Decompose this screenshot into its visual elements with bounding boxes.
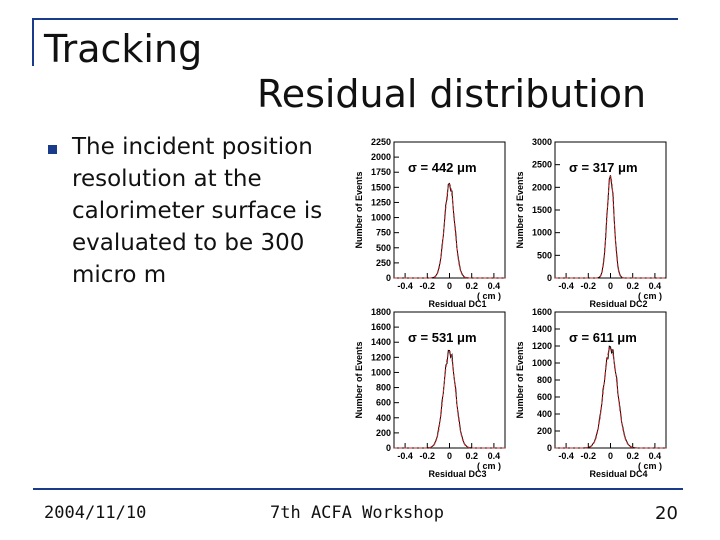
y-tick-label: 250 bbox=[375, 257, 391, 268]
data-histogram-line bbox=[555, 346, 666, 448]
y-tick-label: 400 bbox=[536, 409, 552, 419]
slide-subtitle: Residual distribution bbox=[257, 72, 647, 116]
x-axis-label: Residual DC1 bbox=[428, 299, 487, 308]
y-tick-label: 1200 bbox=[370, 352, 391, 363]
footer-date: 2004/11/10 bbox=[44, 503, 147, 523]
y-tick-label: 600 bbox=[375, 397, 391, 408]
y-tick-label: 1500 bbox=[370, 182, 391, 193]
data-histogram-line bbox=[394, 184, 505, 279]
y-tick-label: 0 bbox=[385, 273, 391, 283]
x-tick-label: 0 bbox=[607, 451, 614, 461]
y-tick-label: 1500 bbox=[531, 205, 552, 215]
x-tick-label: -0.2 bbox=[419, 451, 436, 461]
y-tick-label: 0 bbox=[385, 443, 391, 453]
sigma-annotation: σ = 611 μm bbox=[569, 330, 637, 345]
y-tick-label: 1750 bbox=[370, 167, 391, 178]
sigma-annotation: σ = 442 μm bbox=[408, 160, 477, 175]
residual-dc1-chart bbox=[352, 138, 507, 308]
x-tick-label: 0.2 bbox=[626, 281, 639, 291]
x-axis-unit: ( cm ) bbox=[637, 461, 662, 471]
chart-svg bbox=[352, 308, 507, 478]
y-tick-label: 500 bbox=[536, 250, 552, 261]
y-tick-label: 1600 bbox=[370, 322, 391, 333]
y-tick-label: 2000 bbox=[370, 152, 391, 163]
x-tick-label: -0.2 bbox=[580, 451, 597, 461]
x-tick-label: 0.4 bbox=[648, 281, 662, 291]
y-axis-label: Number of Events bbox=[354, 171, 364, 249]
residual-dc3-chart bbox=[352, 308, 507, 478]
x-tick-label: 0.2 bbox=[465, 451, 478, 461]
y-tick-label: 200 bbox=[375, 427, 391, 438]
x-tick-label: 0.4 bbox=[648, 451, 662, 461]
y-axis-label: Number of Events bbox=[515, 341, 525, 419]
y-tick-label: 0 bbox=[546, 273, 552, 283]
residual-dc4-chart bbox=[513, 308, 668, 478]
sigma-annotation: σ = 531 μm bbox=[408, 330, 477, 345]
x-axis-label: Residual DC2 bbox=[589, 299, 648, 308]
chart-svg bbox=[513, 138, 668, 308]
bullet-square-icon bbox=[48, 145, 57, 154]
y-tick-label: 2000 bbox=[531, 182, 552, 193]
y-axis-label: Number of Events bbox=[354, 341, 364, 419]
x-tick-label: -0.4 bbox=[397, 451, 413, 461]
gaussian-fit-curve bbox=[394, 351, 505, 448]
y-tick-label: 200 bbox=[536, 426, 552, 436]
y-tick-label: 500 bbox=[375, 242, 391, 253]
y-tick-label: 800 bbox=[536, 375, 552, 385]
y-tick-label: 1400 bbox=[531, 324, 552, 334]
y-tick-label: 1000 bbox=[370, 212, 391, 223]
x-axis-unit: ( cm ) bbox=[476, 461, 501, 471]
x-tick-label: -0.4 bbox=[558, 281, 574, 291]
y-tick-label: 1400 bbox=[370, 337, 391, 348]
y-tick-label: 600 bbox=[536, 392, 552, 402]
gaussian-fit-curve bbox=[555, 348, 666, 448]
y-tick-label: 1200 bbox=[531, 341, 552, 351]
x-axis-label: Residual DC4 bbox=[589, 469, 648, 478]
bullet-text: The incident position resolution at the calorimeter surface is evaluated to be 300 micro m bbox=[72, 134, 323, 288]
x-tick-label: 0.2 bbox=[465, 281, 478, 291]
x-tick-label: -0.2 bbox=[419, 281, 436, 291]
sigma-annotation: σ = 317 μm bbox=[569, 160, 638, 175]
x-axis-unit: ( cm ) bbox=[476, 291, 501, 301]
x-tick-label: 0.4 bbox=[487, 451, 501, 461]
x-tick-label: 0 bbox=[607, 281, 614, 291]
y-tick-label: 3000 bbox=[531, 138, 552, 147]
frame-top-line bbox=[33, 18, 678, 20]
data-histogram-line bbox=[555, 175, 666, 278]
slide-title: Tracking bbox=[44, 27, 203, 71]
x-axis-unit: ( cm ) bbox=[637, 291, 662, 301]
y-tick-label: 0 bbox=[546, 443, 552, 453]
y-tick-label: 800 bbox=[375, 382, 391, 393]
x-tick-label: -0.2 bbox=[580, 281, 597, 291]
y-tick-label: 2500 bbox=[531, 159, 552, 170]
footer-page-number: 20 bbox=[655, 503, 678, 524]
residual-dc2-chart bbox=[513, 138, 668, 308]
x-axis-label: Residual DC3 bbox=[428, 469, 487, 478]
y-tick-label: 1600 bbox=[531, 308, 552, 317]
y-tick-label: 400 bbox=[375, 412, 391, 423]
y-tick-label: 1000 bbox=[531, 227, 552, 238]
y-tick-label: 1250 bbox=[370, 197, 391, 208]
gaussian-fit-curve bbox=[394, 184, 505, 278]
y-tick-label: 1800 bbox=[370, 308, 391, 317]
chart-svg bbox=[513, 308, 668, 478]
data-histogram-line bbox=[394, 350, 505, 448]
y-tick-label: 750 bbox=[375, 227, 391, 238]
frame-bottom-line bbox=[33, 488, 683, 490]
x-tick-label: -0.4 bbox=[558, 451, 574, 461]
gaussian-fit-curve bbox=[555, 176, 666, 278]
chart-svg bbox=[352, 138, 507, 308]
x-tick-label: 0 bbox=[446, 281, 453, 291]
x-tick-label: -0.4 bbox=[397, 281, 413, 291]
y-axis-label: Number of Events bbox=[515, 171, 525, 249]
x-tick-label: 0 bbox=[446, 451, 453, 461]
y-tick-label: 1000 bbox=[370, 367, 391, 378]
y-tick-label: 1000 bbox=[531, 358, 552, 368]
frame-left-line bbox=[32, 18, 34, 66]
x-tick-label: 0.2 bbox=[626, 451, 639, 461]
x-tick-label: 0.4 bbox=[487, 281, 501, 291]
footer-event: 7th ACFA Workshop bbox=[270, 503, 444, 523]
y-tick-label: 2250 bbox=[370, 138, 391, 147]
